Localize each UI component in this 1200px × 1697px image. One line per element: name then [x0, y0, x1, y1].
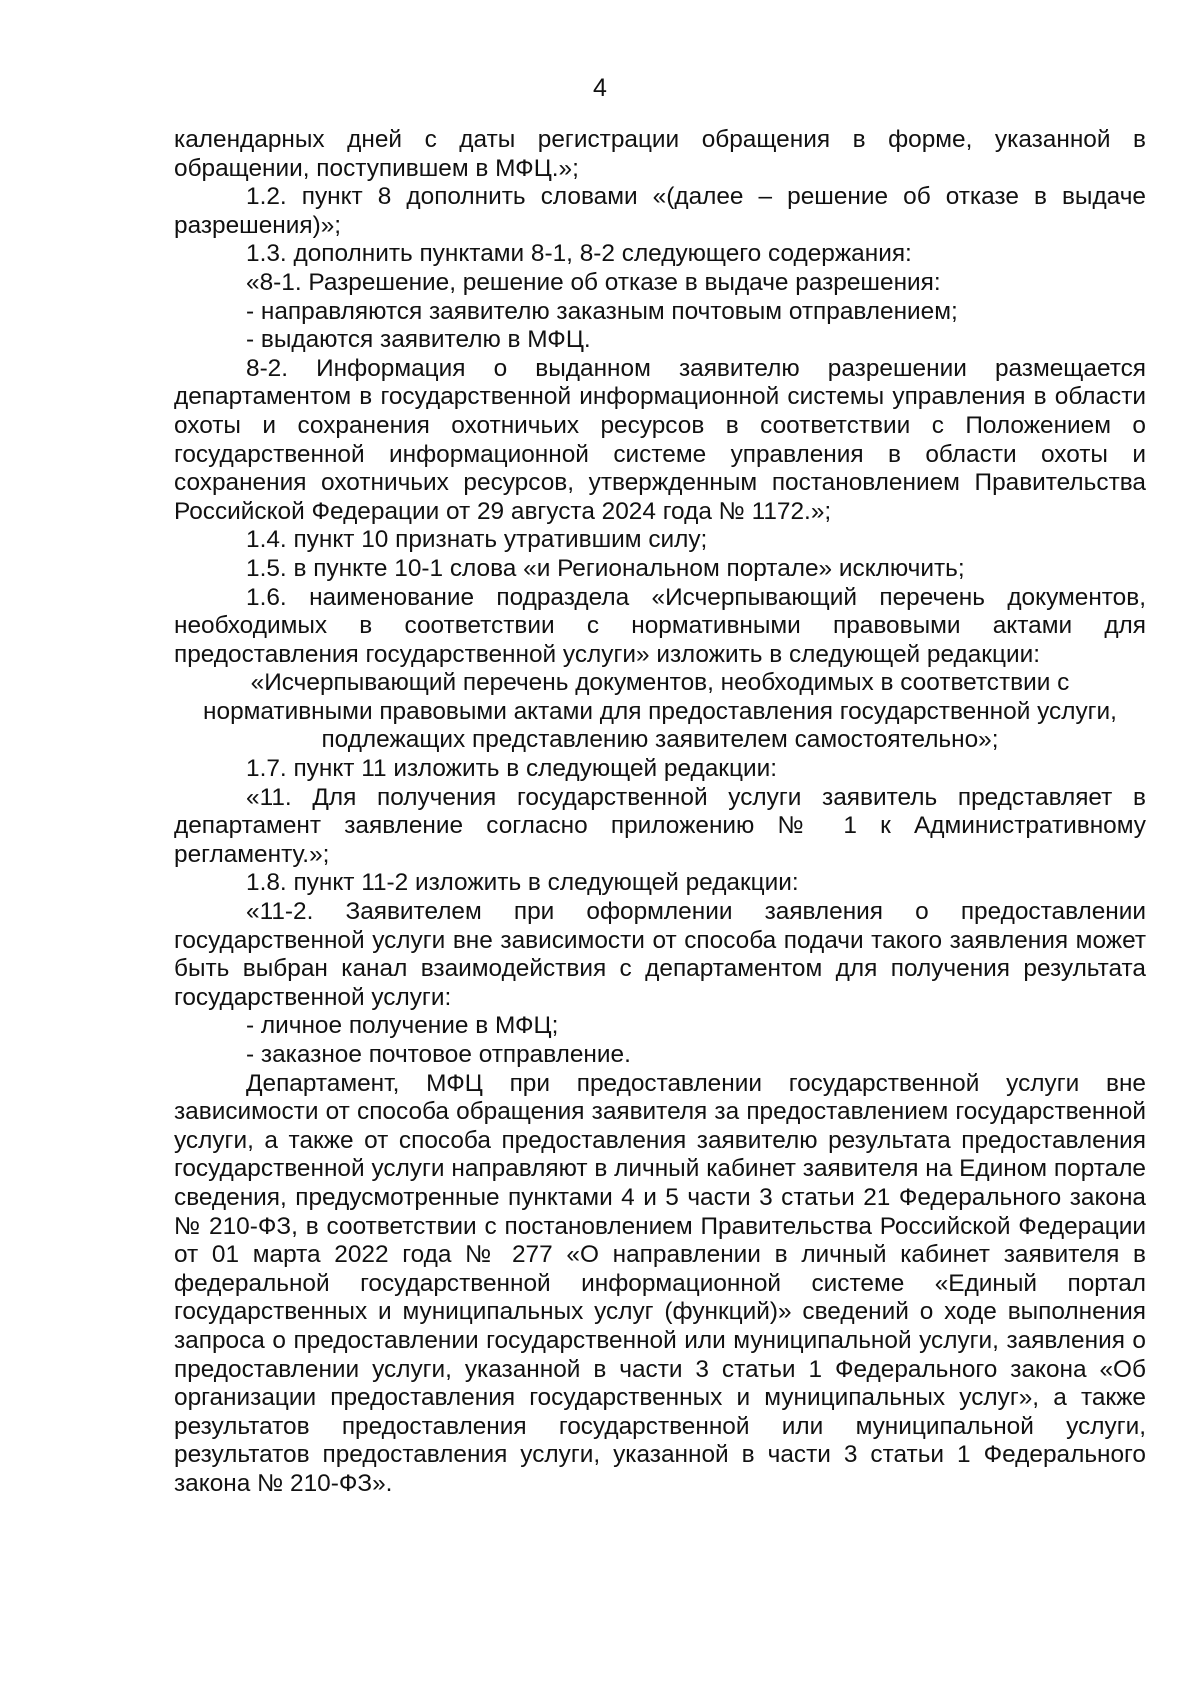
- list-item-mail: - направляются заявителю заказным почтовым отправлением;: [246, 297, 958, 325]
- page-number: 4: [593, 74, 607, 102]
- paragraph-item-1-5: 1.5. в пункте 10-1 слова «и Региональном портале» исключить;: [246, 554, 965, 582]
- list-item-mfc: - выдаются заявителю в МФЦ.: [246, 326, 591, 354]
- paragraph-point-11: «11. Для получения государственной услуги заявитель представляет в департамент заявление согласно приложению № 1 к Административному регламенту.»;: [174, 783, 1146, 868]
- paragraph-point-11-2: «11-2. Заявителем при оформлении заявления о предоставлении государственной услуги вне зависимости от способа подачи такого заявления может быть выбран канал взаимодействия с департаментом для получения результата государственной услуги:: [174, 898, 1146, 1011]
- paragraph-item-1-6: 1.6. наименование подраздела «Исчерпывающий перечень документов, необходимых в соответствии с нормативными правовыми актами для предоставления государственной услуги» изложить в следующей редакции:: [174, 583, 1146, 668]
- list-item-registered-mail: - заказное почтовое отправление.: [246, 1041, 631, 1068]
- paragraph-department-mfc: Департамент, МФЦ при предоставлении государственной услуги вне зависимости от способа обращения заявителя за предоставлением государственной услуги, а также от способа предоставления заявителю результата предоставления государственной услуги направляют в личный кабинет заявителя на Едином портале сведения, предусмотренные пунктами 4 и 5 части 3 статьи 21 Федерального закона № 210-ФЗ, в соответствии с постановлением Правительства Российской Федерации от 01 марта 2022 года № 277 «О направлении в личный кабинет заявителя в федеральной государственной информационной системе «Единый портал государственных и муниципальных услуг (функций)» сведений о ходе выполнения запроса о предоставлении государственной или муниципальной услуги, заявления о предоставлении услуги, указанной в части 3 статьи 1 Федерального закона «Об организации предоставления государственных и муниципальных услуг», а также результатов предоставления государственной или муниципальной услуги, результатов предоставления услуги, указанной в части 3 статьи 1 Федерального закона № 210-ФЗ».: [174, 1069, 1146, 1497]
- paragraph-continuation: календарных дней с даты регистрации обращения в форме, указанной в обращении, поступившем в МФЦ.»;: [174, 126, 1146, 182]
- subsection-heading: «Исчерпывающий перечень документов, необходимых в соответствии с нормативными правовыми актами для предоставления государственной услуги, подлежащих представлению заявителем самостоятельно»;: [203, 669, 1117, 754]
- list-item-personal: - личное получение в МФЦ;: [246, 1012, 559, 1040]
- paragraph-item-1-4: 1.4. пункт 10 признать утратившим силу;: [246, 526, 708, 554]
- paragraph-item-1-3: 1.3. дополнить пунктами 8-1, 8-2 следующего содержания:: [246, 240, 912, 268]
- paragraph-point-8-2: 8-2. Информация о выданном заявителю разрешении размещается департаментом в государственной информационной системы управления в области охоты и сохранения охотничьих ресурсов в соответствии с Положением о государственной информационной системе управления в области охоты и сохранения охотничьих ресурсов, утвержденным постановлением Правительства Российской Федерации от 29 августа 2024 года № 1172.»;: [174, 354, 1146, 525]
- paragraph-item-1-7: 1.7. пункт 11 изложить в следующей редакции:: [246, 755, 777, 783]
- document-body: [174, 126, 1146, 1499]
- paragraph-item-1-2: 1.2. пункт 8 дополнить словами «(далее – решение об отказе в выдаче разрешения)»;: [174, 183, 1146, 239]
- paragraph-point-8-1: «8-1. Разрешение, решение об отказе в выдаче разрешения:: [246, 268, 941, 296]
- paragraph-item-1-8: 1.8. пункт 11-2 изложить в следующей редакции:: [246, 869, 799, 897]
